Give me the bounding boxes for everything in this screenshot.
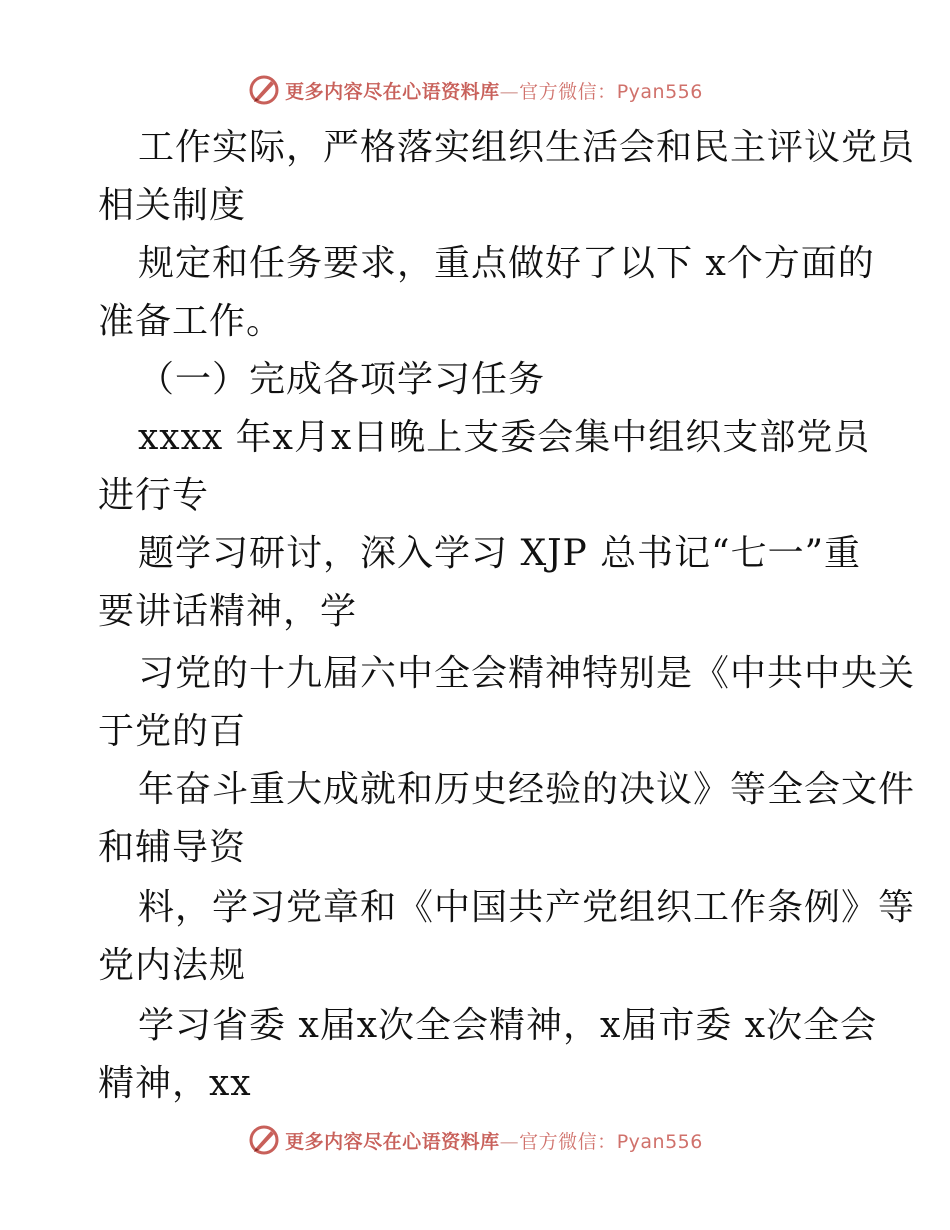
footer-banner xyxy=(0,1120,950,1160)
body-line: 题学习研讨，深入学习 XJP 总书记“七一”重 xyxy=(138,533,861,574)
body-line: xxxx 年x月x日晚上支委会集中组织支部党员 xyxy=(138,417,871,458)
body-line: 规定和任务要求，重点做好了以下 x个方面的 xyxy=(138,243,875,284)
body-line: 精神，xx xyxy=(98,1063,252,1104)
banner-official-label: 官方微信： xyxy=(519,80,617,103)
banner-official-label: 官方微信： xyxy=(519,1130,617,1153)
body-line: 要讲话精神，学 xyxy=(98,591,358,632)
body-line: 年奋斗重大成就和历史经验的决议》等全会文件 xyxy=(138,769,916,810)
banner-main-text: 更多内容尽在心语资料库 xyxy=(285,1130,500,1153)
banner-main-text: 更多内容尽在心语资料库 xyxy=(285,80,500,103)
body-line: 工作实际，严格落实组织生活会和民主评议党员 xyxy=(138,127,916,168)
body-line: 相关制度 xyxy=(98,185,247,226)
banner-wechat-id: Pyan556 xyxy=(616,80,703,103)
section-heading: （一）完成各项学习任务 xyxy=(138,359,546,400)
body-line: 党内法规 xyxy=(98,945,247,986)
body-line: 于党的百 xyxy=(98,711,247,752)
body-line: 习党的十九届六中全会精神特别是《中共中央关 xyxy=(138,653,916,694)
pen-nib-circle-icon xyxy=(247,1123,281,1157)
body-line: 料，学习党章和《中国共产党组织工作条例》等 xyxy=(138,887,916,928)
body-line: 学习省委 x届x次全会精神，x届市委 x次全会 xyxy=(138,1005,878,1046)
body-line: 和辅导资 xyxy=(98,827,247,868)
body-line: 准备工作。 xyxy=(98,301,284,342)
body-line: 进行专 xyxy=(98,475,210,516)
banner-wechat-id: Pyan556 xyxy=(616,1130,703,1153)
banner-separator: — xyxy=(499,1130,520,1153)
footer-banner-text xyxy=(285,1127,703,1154)
banner-separator: — xyxy=(499,80,520,103)
